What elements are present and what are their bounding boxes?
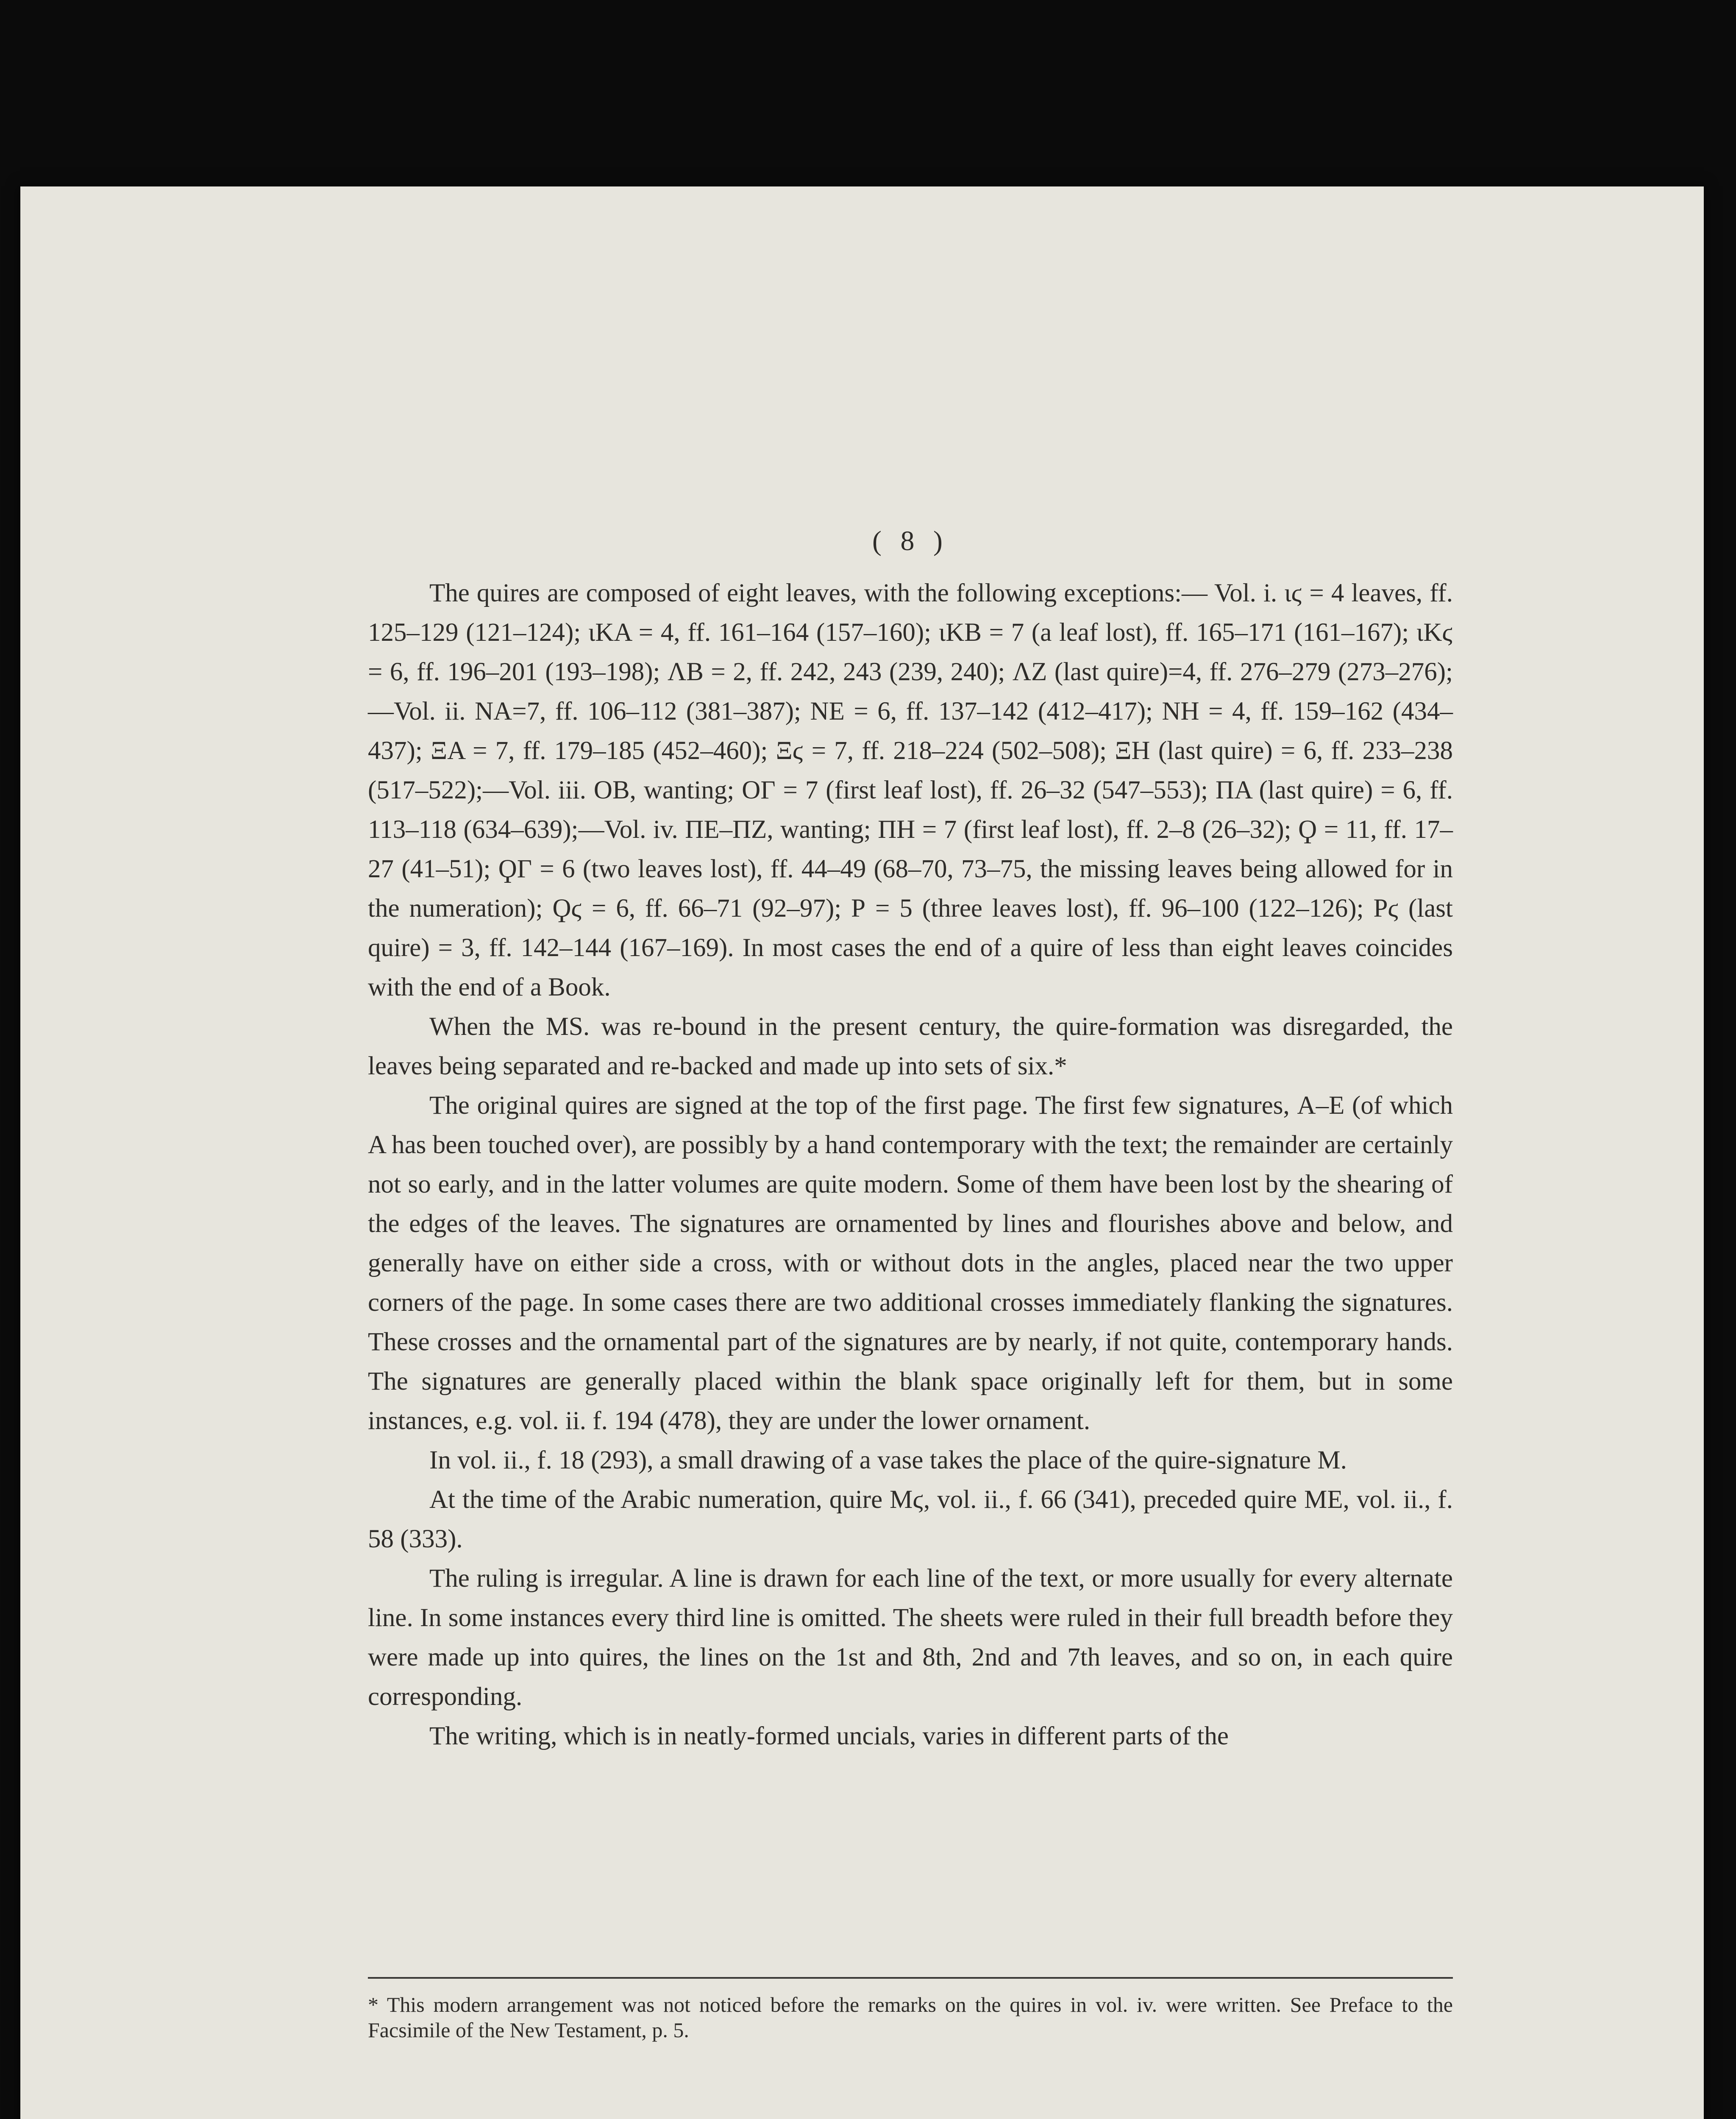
footnote: * This modern arrangement was not noticed before the remarks on the quires in vol. iv. were written. See Preface to the Facsimile of the New Testament, p. 5. bbox=[368, 1993, 1453, 2042]
page-number: ( 8 ) bbox=[872, 526, 949, 556]
paragraph-ruling: The ruling is irregular. A line is drawn for each line of the text, or more usually for every alternate line. In some instances every third line is omitted. The sheets were ruled in their full breadth before they were made up into quires, the lines on the 1st and 8th, 2nd and 7th leaves, and so on, in each quire corresponding. bbox=[368, 1564, 1453, 1711]
body-text bbox=[368, 521, 1453, 1756]
footnote-divider bbox=[368, 1977, 1453, 1979]
paragraph-arabic-numeration: At the time of the Arabic numeration, quire Μϛ, vol. ii., f. 66 (341), preceded quire ΜΕ, vol. ii., f. 58 (333). bbox=[368, 1485, 1453, 1553]
paragraph-writing: The writing, which is in neatly-formed uncials, varies in different parts of the bbox=[429, 1722, 1229, 1750]
paragraph-signatures: The original quires are signed at the top of the first page. The first few signatures, Α–Ε (of which Α has been touched over), are possibly by a hand contemporary with the text; the remainder are certainly not so early, and in the latter volumes are quite modern. Some of them have been lost by the shearing of the edges of the leaves. The signatures are ornamented by lines and flourishes above and below, and generally have on either side a cross, with or without dots in the angles, placed near the two upper corners of the page. In some cases there are two additional crosses immediately flanking the signatures. These crosses and the ornamental part of the signatures are by nearly, if not quite, contemporary hands. The signatures are generally placed within the blank space originally left for them, but in some instances, e.g. vol. ii. f. 194 (478), they are under the lower ornament. bbox=[368, 1091, 1453, 1435]
paragraph-vase-drawing: In vol. ii., f. 18 (293), a small drawing of a vase takes the place of the quire-signature Μ. bbox=[429, 1446, 1347, 1474]
paragraph-rebinding: When the MS. was re-bound in the present century, the quire-formation was disregarded, the leaves being separated and re-backed and made up into sets of six.* bbox=[368, 1012, 1453, 1080]
paragraph-quires: The quires are composed of eight leaves, with the following exceptions:— Vol. i. ιϛ = 4 leaves, ff. 125–129 (121–124); ιΚΑ = 4, ff. 161–164 (157–160); ιΚΒ = 7 (a leaf lost), ff. 165–171 (161–167); ιΚϛ = 6, ff. 196–201 (193–198); ΛΒ = 2, ff. 242, 243 (239, 240); ΛΖ (last quire)=4, ff. 276–279 (273–276);—Vol. ii. ΝΑ=7, ff. 106–112 (381–387); ΝΕ = 6, ff. 137–142 (412–417); ΝΗ = 4, ff. 159–162 (434–437); ΞΑ = 7, ff. 179–185 (452–460); Ξϛ = 7, ff. 218–224 (502–508); ΞΗ (last quire) = 6, ff. 233–238 (517–522);—Vol. iii. ΟΒ, wanting; ΟΓ = 7 (first leaf lost), ff. 26–32 (547–553); ΠΑ (last quire) = 6, ff. 113–118 (634–639);—Vol. iv. ΠΕ–ΠΖ, wanting; ΠΗ = 7 (first leaf lost), ff. 2–8 (26–32); Ϙ = 11, ff. 17–27 (41–51); ϘΓ = 6 (two leaves lost), ff. 44–49 (68–70, 73–75, the missing leaves being allowed for in the numeration); Ϙϛ = 6, ff. 66–71 (92–97); Ρ = 5 (three leaves lost), ff. 96–100 (122–126); Ρϛ (last quire) = 3, ff. 142–144 (167–169). In most cases the end of a quire of less than eight leaves coincides with the end of a Book. bbox=[368, 579, 1453, 1001]
